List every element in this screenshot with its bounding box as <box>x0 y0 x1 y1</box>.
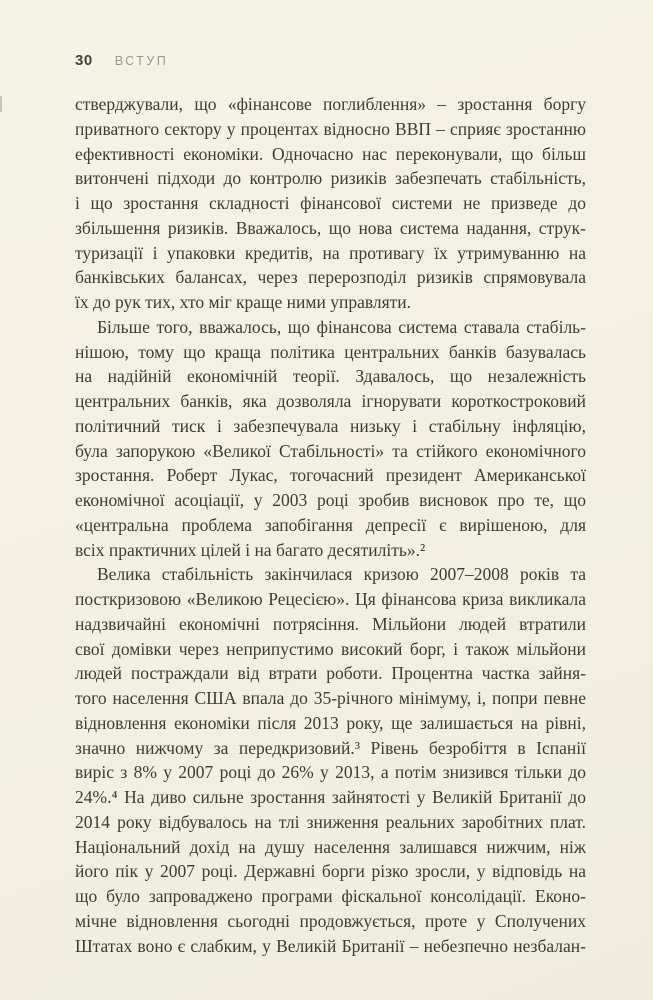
text-line: відновлення економіки після 2013 року, ще залишається на рівні, <box>75 712 586 733</box>
running-head <box>75 52 168 69</box>
text-line: Більше того, вважалось, що фінансова система ставала стабіль- <box>97 316 586 337</box>
text-line: ефективності економіки. Одночасно нас переконували, що більш <box>75 143 586 164</box>
text-line: їх до рук тих, хто міг краще ними управляти. <box>75 292 412 312</box>
text-line: 2014 року відбувалось на тлі зниження реальних заробітних плат. <box>75 811 586 832</box>
text-line: надзвичайні економічні потрясіння. Мільйони людей втратили <box>75 613 586 634</box>
text-line: центральних банків, яка дозволяла ігнорувати короткостроковий <box>75 391 586 411</box>
text-line: посткризовою «Великою Рецесією». Ця фінансова криза викликала <box>75 589 586 609</box>
text-line: що було запроваджено програми фіскальної консолідації. Еконо- <box>75 886 586 906</box>
text-line: мічне відновлення сьогодні продовжується, проте у Сполучених <box>75 910 586 931</box>
text-line: на надійній економічній теорії. Здавалось, що незалежність <box>75 366 586 387</box>
text-line: збільшення ризиків. Вважалось, що нова система надання, струк- <box>75 217 586 238</box>
text-line: свої домівки через неприпустимо високий борг, і також мільйони <box>75 638 586 659</box>
text-line: була запорукою «Великої Стабільності» та стійкого економічного <box>75 440 586 461</box>
text-line: виріс з 8% у 2007 році до 26% у 2013, а потім знизився тільки до <box>75 762 586 783</box>
text-line: приватного сектору у процентах відносно ВВП – сприяє зростанню <box>75 118 586 139</box>
text-line: банківських балансах, через перерозподіл ризиків спрямовувала <box>75 267 586 288</box>
text-line: Штатах воно є слабким, у Великій Британії – небезпечно незбалан- <box>75 935 586 956</box>
text-line: всіх практичних цілей і на багато десятиліть».² <box>75 539 426 560</box>
text-line: його пік у 2007 році. Державні борги різко зросли, у відповідь на <box>75 861 586 882</box>
chapter-title: ВСТУП <box>114 54 169 68</box>
text-line: і що зростання складності фінансової системи не призведе до <box>75 193 586 213</box>
text-line: економічної асоціації, у 2003 році зробив висновок про те, що <box>75 490 586 510</box>
text-line: значно нижчому за передкризовий.³ Рівень безробіття в Іспанії <box>75 737 586 758</box>
text-line: політичний тиск і забезпечувала низьку і стабільну інфляцію, <box>75 415 586 436</box>
text-line: витончені підходи до контролю ризиків забезпечать стабільність, <box>75 168 586 189</box>
text-line: «центральна проблема запобігання депресії є вирішеною, для <box>75 514 586 535</box>
text-line: того населення США впала до 35-річного мінімуму, і, попри певне <box>75 688 586 708</box>
text-line: 24%.⁴ На диво сильне зростання зайнятості у Великій Британії до <box>75 787 586 807</box>
body-text <box>75 92 586 958</box>
text-line: людей постраждали від втрати роботи. Процентна частка зайня- <box>75 663 586 684</box>
scan-edge-artifact <box>0 96 2 112</box>
text-line: зростання. Роберт Лукас, тогочасний президент Американської <box>75 465 586 486</box>
page-number: 30 <box>75 52 93 69</box>
text-line: нішою, тому що краща політика центральних банків базувалась <box>75 341 586 362</box>
text-line: туризації і упаковки кредитів, на противагу їх утримуванню на <box>75 242 586 263</box>
text-line: стверджували, що «фінансове поглиблення» – зростання боргу <box>75 94 586 114</box>
text-line: Національний дохід на душу населення залишався нижчим, ніж <box>75 836 586 857</box>
text-line: Велика стабільність закінчилася кризою 2007–2008 років та <box>97 564 586 585</box>
